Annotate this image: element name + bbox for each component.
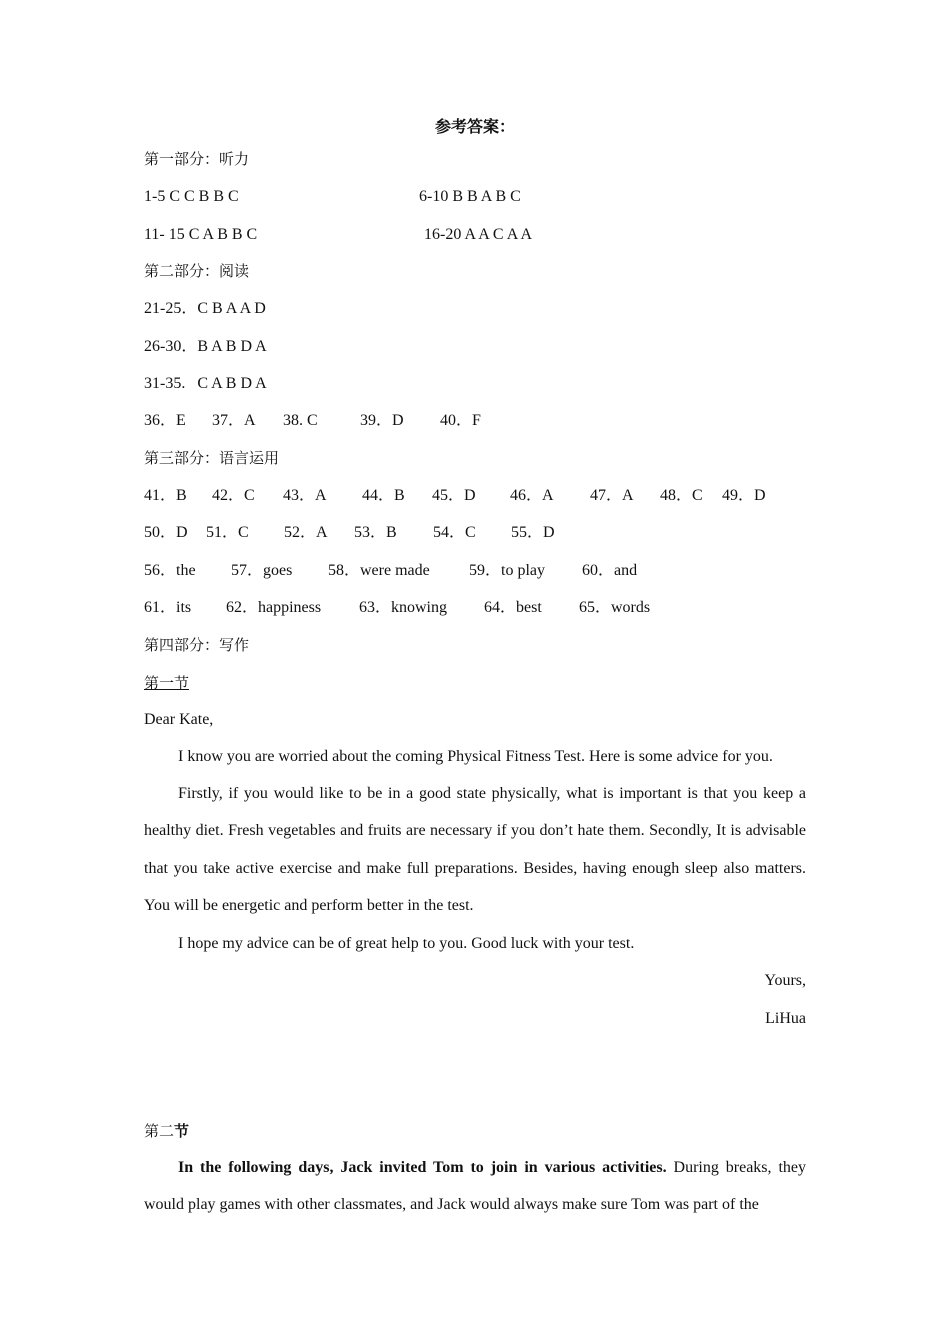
answer-item: 63．knowing	[359, 599, 448, 616]
answer-item: 55．D	[511, 524, 555, 541]
answer-item: 45．D	[432, 487, 476, 504]
answer-item: 49．D	[722, 487, 766, 504]
answer-item: 50．D	[144, 524, 188, 541]
answer-range: 11- 15 C A B B C	[144, 226, 258, 243]
answer-item: 57．goes	[231, 562, 293, 579]
answer-line: 31-35. C A B D A	[144, 375, 267, 392]
answer-row-61	[144, 598, 744, 618]
answer-item: 43．A	[283, 487, 327, 504]
answer-item: 37．A	[212, 412, 256, 429]
answer-line: 21-25．C B A A D	[144, 300, 266, 317]
answer-item: 38. C	[283, 412, 318, 429]
answer-item: 61．its	[144, 599, 192, 616]
answer-row-36	[144, 411, 744, 431]
answer-item: 36．E	[144, 412, 186, 429]
answer-line: 26-30．B A B D A	[144, 338, 267, 355]
answer-item: 51．C	[206, 524, 249, 541]
answer-item: 53．B	[354, 524, 397, 541]
answer-item: 54．C	[433, 524, 476, 541]
letter-greeting: Dear Kate,	[144, 711, 214, 728]
part1-row-1	[144, 187, 744, 207]
story-continuation: During breaks, they would play games with other classmates, and Jack would always make sure Tom was part of the	[144, 1159, 806, 1214]
part1-heading: 第一部分：听力	[144, 150, 250, 168]
part1-row-2	[144, 225, 744, 245]
part4-heading: 第四部分：写作	[144, 636, 250, 654]
answer-item: 58．were made	[328, 562, 430, 579]
story-first-sentence: In the following days, Jack invited Tom to join in various activities.	[178, 1159, 667, 1176]
section-2-prefix: 第二	[144, 1122, 175, 1140]
answer-item: 56．the	[144, 562, 196, 579]
answer-item: 46．A	[510, 487, 554, 504]
answer-item: 39．D	[360, 412, 404, 429]
letter-paragraph-3: I hope my advice can be of great help to you. Good luck with your test.	[178, 935, 635, 952]
letter-closing: Yours,	[764, 972, 806, 989]
section-2-heading	[144, 1121, 189, 1141]
answer-item: 64．best	[484, 599, 542, 616]
section-2-suffix: 节	[174, 1122, 190, 1140]
letter-paragraph-2: Firstly, if you would like to be in a good state physically, what is important is that you keep a healthy diet. Fresh vegetables and fruits are necessary if you don’t hate them. Secondly, It is advisable that you take active exercise and make full preparations. Besides, having enough sleep also matters. You will be energetic and perform better in the test.	[144, 785, 806, 915]
answer-item: 40．F	[440, 412, 481, 429]
answer-item: 59．to play	[469, 562, 545, 579]
answer-range: 6-10 B B A B C	[419, 188, 521, 205]
answer-item: 41．B	[144, 487, 187, 504]
letter-paragraph-1: I know you are worried about the coming Physical Fitness Test. Here is some advice for you.	[178, 748, 773, 765]
part3-heading: 第三部分：语言运用	[144, 449, 280, 467]
section-1-heading: 第一节	[144, 674, 190, 692]
answer-item: 47．A	[590, 487, 634, 504]
answer-item: 44．B	[362, 487, 405, 504]
answer-item: 62．happiness	[226, 599, 322, 616]
story-paragraph	[144, 1149, 806, 1224]
answer-range: 1-5 C C B B C	[144, 188, 239, 205]
answer-item: 42．C	[212, 487, 255, 504]
answer-row-41	[144, 486, 804, 506]
answer-row-56	[144, 561, 744, 581]
answer-item: 65．words	[579, 599, 651, 616]
answer-range: 16-20 A A C A A	[424, 226, 533, 243]
part2-heading: 第二部分：阅读	[144, 262, 250, 280]
page-title: 参考答案：	[434, 119, 515, 136]
letter-signature: LiHua	[765, 1010, 806, 1027]
answer-row-50	[144, 523, 744, 543]
answer-item: 48．C	[660, 487, 703, 504]
answer-item: 60．and	[582, 562, 638, 579]
answer-item: 52．A	[284, 524, 328, 541]
